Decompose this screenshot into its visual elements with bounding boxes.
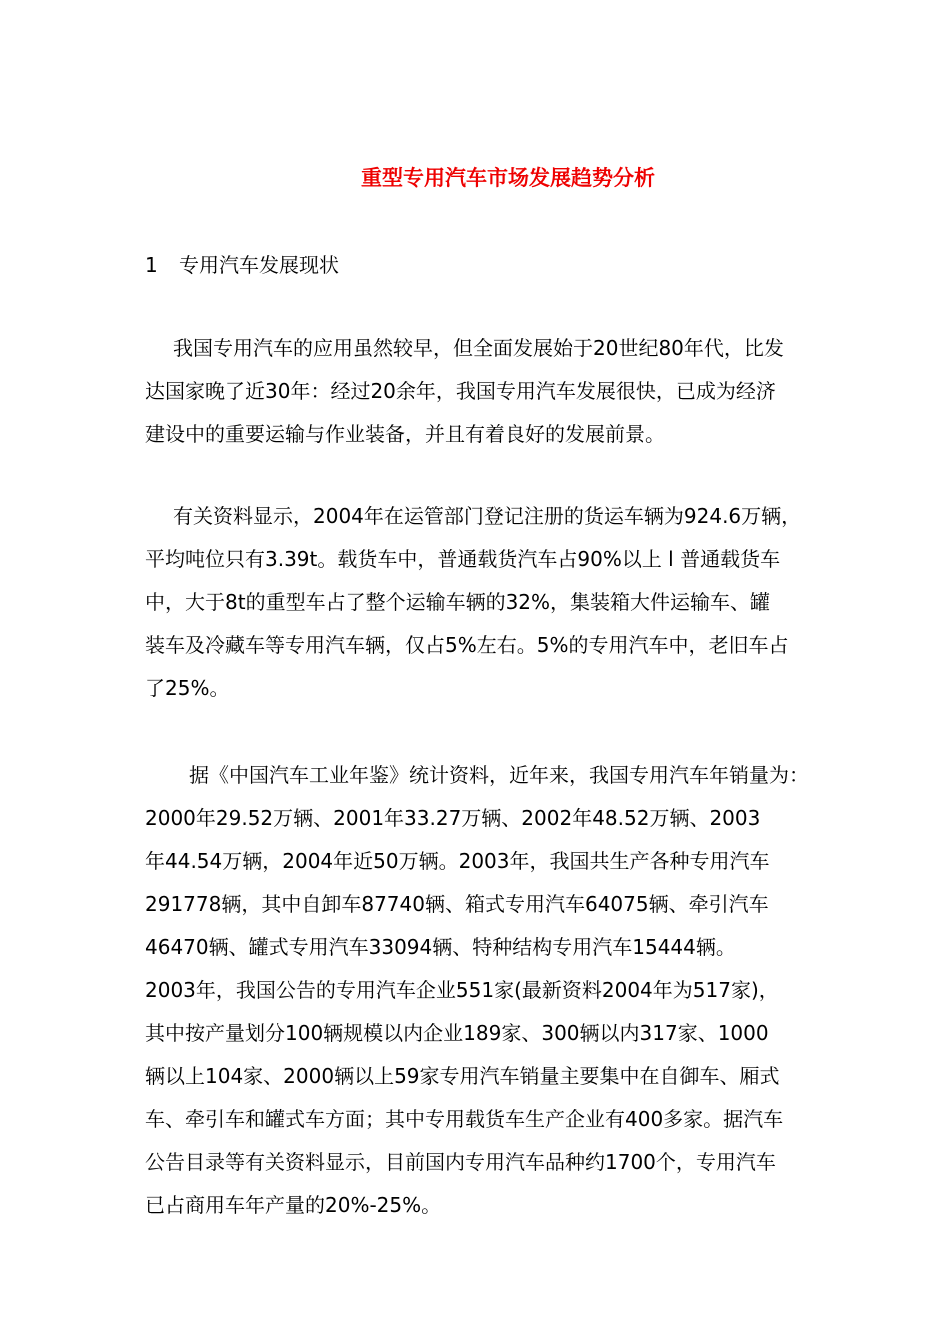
document-title: 重型专用汽车市场发展趋势分析 — [361, 166, 655, 190]
paragraph-line: 车、牵引车和罐式车方面；其中专用载货车生产企业有400多家。据汽车 — [145, 1107, 784, 1131]
paragraph-line: 达国家晚了近30年：经过20余年，我国专用汽车发展很快，已成为经济 — [145, 379, 776, 403]
paragraph-3 — [145, 754, 885, 1227]
paragraph-line: 据《中国汽车工业年鉴》统计资料，近年来，我国专用汽车年销量为： — [189, 763, 809, 787]
paragraph-line: 有关资料显示，2004年在运管部门登记注册的货运车辆为924.6万辆， — [173, 504, 802, 528]
paragraph-2 — [145, 495, 885, 710]
paragraph-line: 建设中的重要运输与作业装备，并且有着良好的发展前景。 — [145, 422, 665, 446]
paragraph-line: 辆以上104家、2000辆以上59家专用汽车销量主要集中在自御车、厢式 — [145, 1064, 780, 1088]
paragraph-line: 已占商用车年产量的20%-25%。 — [145, 1193, 442, 1217]
section-heading — [145, 250, 339, 280]
paragraph-line: 46470辆、罐式专用汽车33094辆、特种结构专用汽车15444辆。 — [145, 935, 736, 959]
paragraph-line: 公告目录等有关资料显示，目前国内专用汽车品种约1700个，专用汽车 — [145, 1150, 776, 1174]
paragraph-line: 装车及冷藏车等专用汽车辆，仅占5%左右。5%的专用汽车中，老旧车占 — [145, 633, 789, 657]
paragraph-line: 平均吨位只有3.39t。载货车中，普通载货汽车占90%以上 l 普通载货车 — [145, 547, 781, 571]
paragraph-line: 2000年29.52万辆、2001年33.27万辆、2002年48.52万辆、2003 — [145, 806, 761, 830]
paragraph-line: 年44.54万辆，2004年近50万辆。2003年，我国共生产各种专用汽车 — [145, 849, 770, 873]
paragraph-line: 2003年，我国公告的专用汽车企业551家(最新资料2004年为517家)， — [145, 978, 779, 1002]
paragraph-line: 其中按产量划分100辆规模以内企业189家、300辆以内317家、1000 — [145, 1021, 769, 1045]
section-number: 1 — [145, 253, 158, 277]
paragraph-line: 了25%。 — [145, 676, 230, 700]
section-heading-text: 专用汽车发展现状 — [179, 253, 339, 277]
paragraph-line: 中，大于8t的重型车占了整个运输车辆的32%，集装箱大件运输车、罐 — [145, 590, 771, 614]
paragraph-1 — [145, 327, 885, 456]
paragraph-line: 我国专用汽车的应用虽然较早，但全面发展始于20世纪80年代，比发 — [173, 336, 784, 360]
paragraph-line: 291778辆，其中自卸车87740辆、箱式专用汽车64075辆、牵引汽车 — [145, 892, 769, 916]
